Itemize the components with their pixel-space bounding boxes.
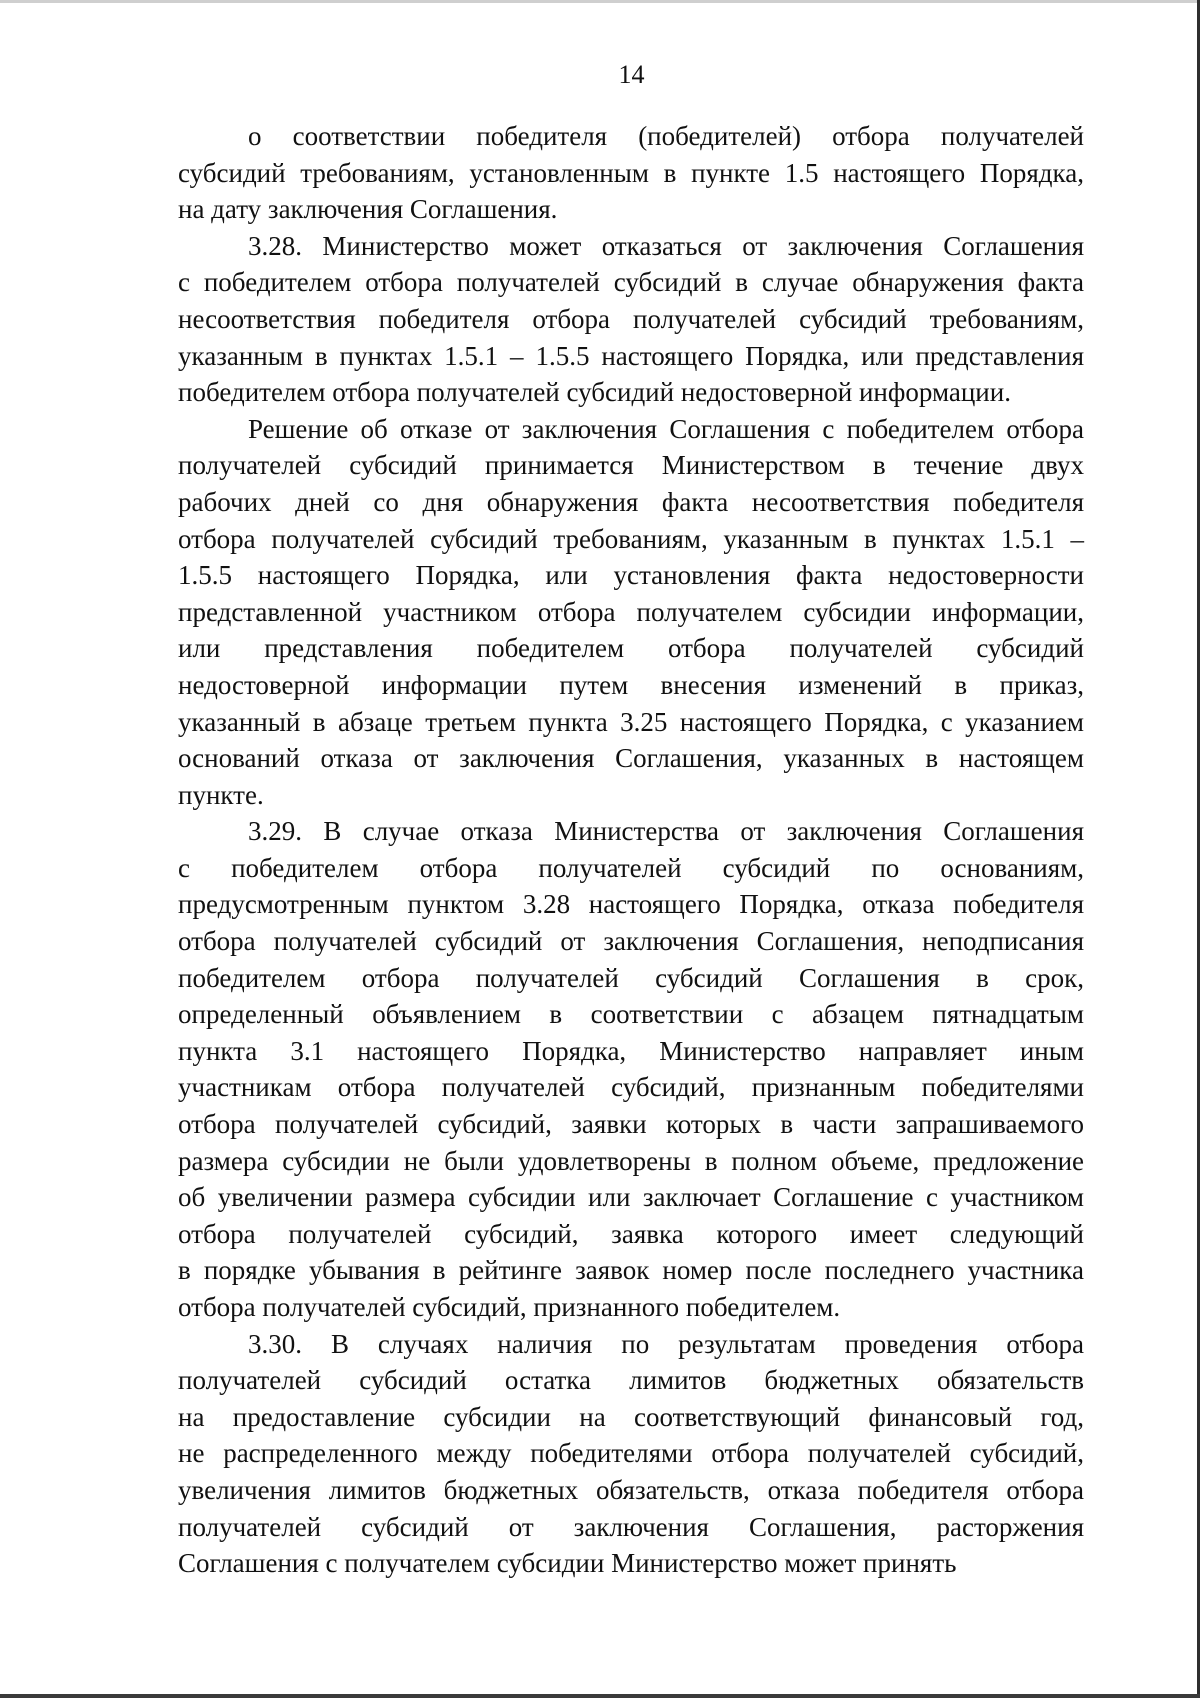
- paragraph-5: [178, 1326, 1084, 1582]
- text-line: участникам отбора получателей субсидий, признанным победителями: [178, 1072, 1084, 1103]
- text-line: пункта 3.1 настоящего Порядка, Министерство направляет иным: [178, 1035, 1084, 1066]
- text-line: отбора получателей субсидий, заявки которых в части запрашиваемого: [178, 1109, 1084, 1140]
- text-line: получателей субсидий принимается Министерством в течение двух: [178, 450, 1084, 481]
- text-line: не распределенного между победителями отбора получателей субсидий,: [178, 1438, 1084, 1469]
- text-line: пункте.: [178, 779, 264, 810]
- page-number: 14: [618, 60, 645, 89]
- text-line: представленной участником отбора получателем субсидии информации,: [178, 596, 1084, 627]
- text-line: несоответствия победителя отбора получателей субсидий требованиям,: [178, 303, 1084, 334]
- paragraph-4: [178, 813, 1084, 1325]
- text-line: оснований отказа от заключения Соглашения, указанных в настоящем: [178, 743, 1084, 774]
- paragraph-3: [178, 411, 1084, 814]
- text-line: 3.30. В случаях наличия по результатам проведения отбора: [248, 1328, 1084, 1359]
- text-line: Решение об отказе от заключения Соглашения с победителем отбора: [248, 413, 1084, 444]
- text-line: указанным в пунктах 1.5.1 – 1.5.5 настоящего Порядка, или представления: [178, 340, 1084, 371]
- paragraph-1: [178, 118, 1084, 228]
- text-line: определенный объявлением в соответствии с абзацем пятнадцатым: [178, 999, 1084, 1030]
- text-line: указанный в абзаце третьем пункта 3.25 настоящего Порядка, с указанием: [178, 706, 1084, 737]
- text-line: 3.29. В случае отказа Министерства от заключения Соглашения: [248, 816, 1084, 847]
- text-line: получателей субсидий остатка лимитов бюджетных обязательств: [178, 1365, 1084, 1396]
- document-body: [178, 118, 1084, 1582]
- text-line: победителем отбора получателей субсидий недостоверной информации.: [178, 377, 1011, 408]
- text-line: Соглашения с получателем субсидии Министерство может принять: [178, 1548, 957, 1579]
- text-line: отбора получателей субсидий требованиям, указанным в пунктах 1.5.1 –: [178, 523, 1084, 554]
- text-line: с победителем отбора получателей субсидий по основаниям,: [178, 852, 1084, 883]
- text-line: или представления победителем отбора получателей субсидий: [178, 633, 1084, 664]
- scan-edge-top: [0, 0, 1200, 3]
- text-line: рабочих дней со дня обнаружения факта несоответствия победителя: [178, 486, 1084, 517]
- text-line: отбора получателей субсидий, заявка которого имеет следующий: [178, 1218, 1084, 1249]
- scan-edge-bottom: [0, 1694, 1200, 1698]
- text-line: предусмотренным пунктом 3.28 настоящего Порядка, отказа победителя: [178, 889, 1084, 920]
- text-line: недостоверной информации путем внесения изменений в приказ,: [178, 669, 1084, 700]
- text-line: на предоставление субсидии на соответствующий финансовый год,: [178, 1401, 1084, 1432]
- text-line: с победителем отбора получателей субсидий в случае обнаружения факта: [178, 267, 1084, 298]
- text-line: отбора получателей субсидий, признанного победителем.: [178, 1292, 841, 1322]
- text-line: размера субсидии не были удовлетворены в полном объеме, предложение: [178, 1145, 1084, 1176]
- text-line: победителем отбора получателей субсидий Соглашения в срок,: [178, 962, 1084, 993]
- text-line: получателей субсидий от заключения Соглашения, расторжения: [178, 1511, 1084, 1542]
- text-line: субсидий требованиям, установленным в пункте 1.5 настоящего Порядка,: [178, 157, 1084, 188]
- text-line: отбора получателей субсидий от заключения Соглашения, неподписания: [178, 926, 1084, 957]
- text-line: 1.5.5 настоящего Порядка, или установления факта недостоверности: [178, 560, 1084, 591]
- paragraph-2: [178, 228, 1084, 411]
- text-line: увеличения лимитов бюджетных обязательств, отказа победителя отбора: [178, 1474, 1084, 1505]
- text-line: на дату заключения Соглашения.: [178, 194, 558, 225]
- text-line: о соответствии победителя (победителей) отбора получателей: [248, 121, 1084, 151]
- text-line: об увеличении размера субсидии или заключает Соглашение с участником: [178, 1182, 1084, 1213]
- text-line: в порядке убывания в рейтинге заявок номер после последнего участника: [178, 1255, 1084, 1286]
- text-line: 3.28. Министерство может отказаться от заключения Соглашения: [248, 230, 1084, 261]
